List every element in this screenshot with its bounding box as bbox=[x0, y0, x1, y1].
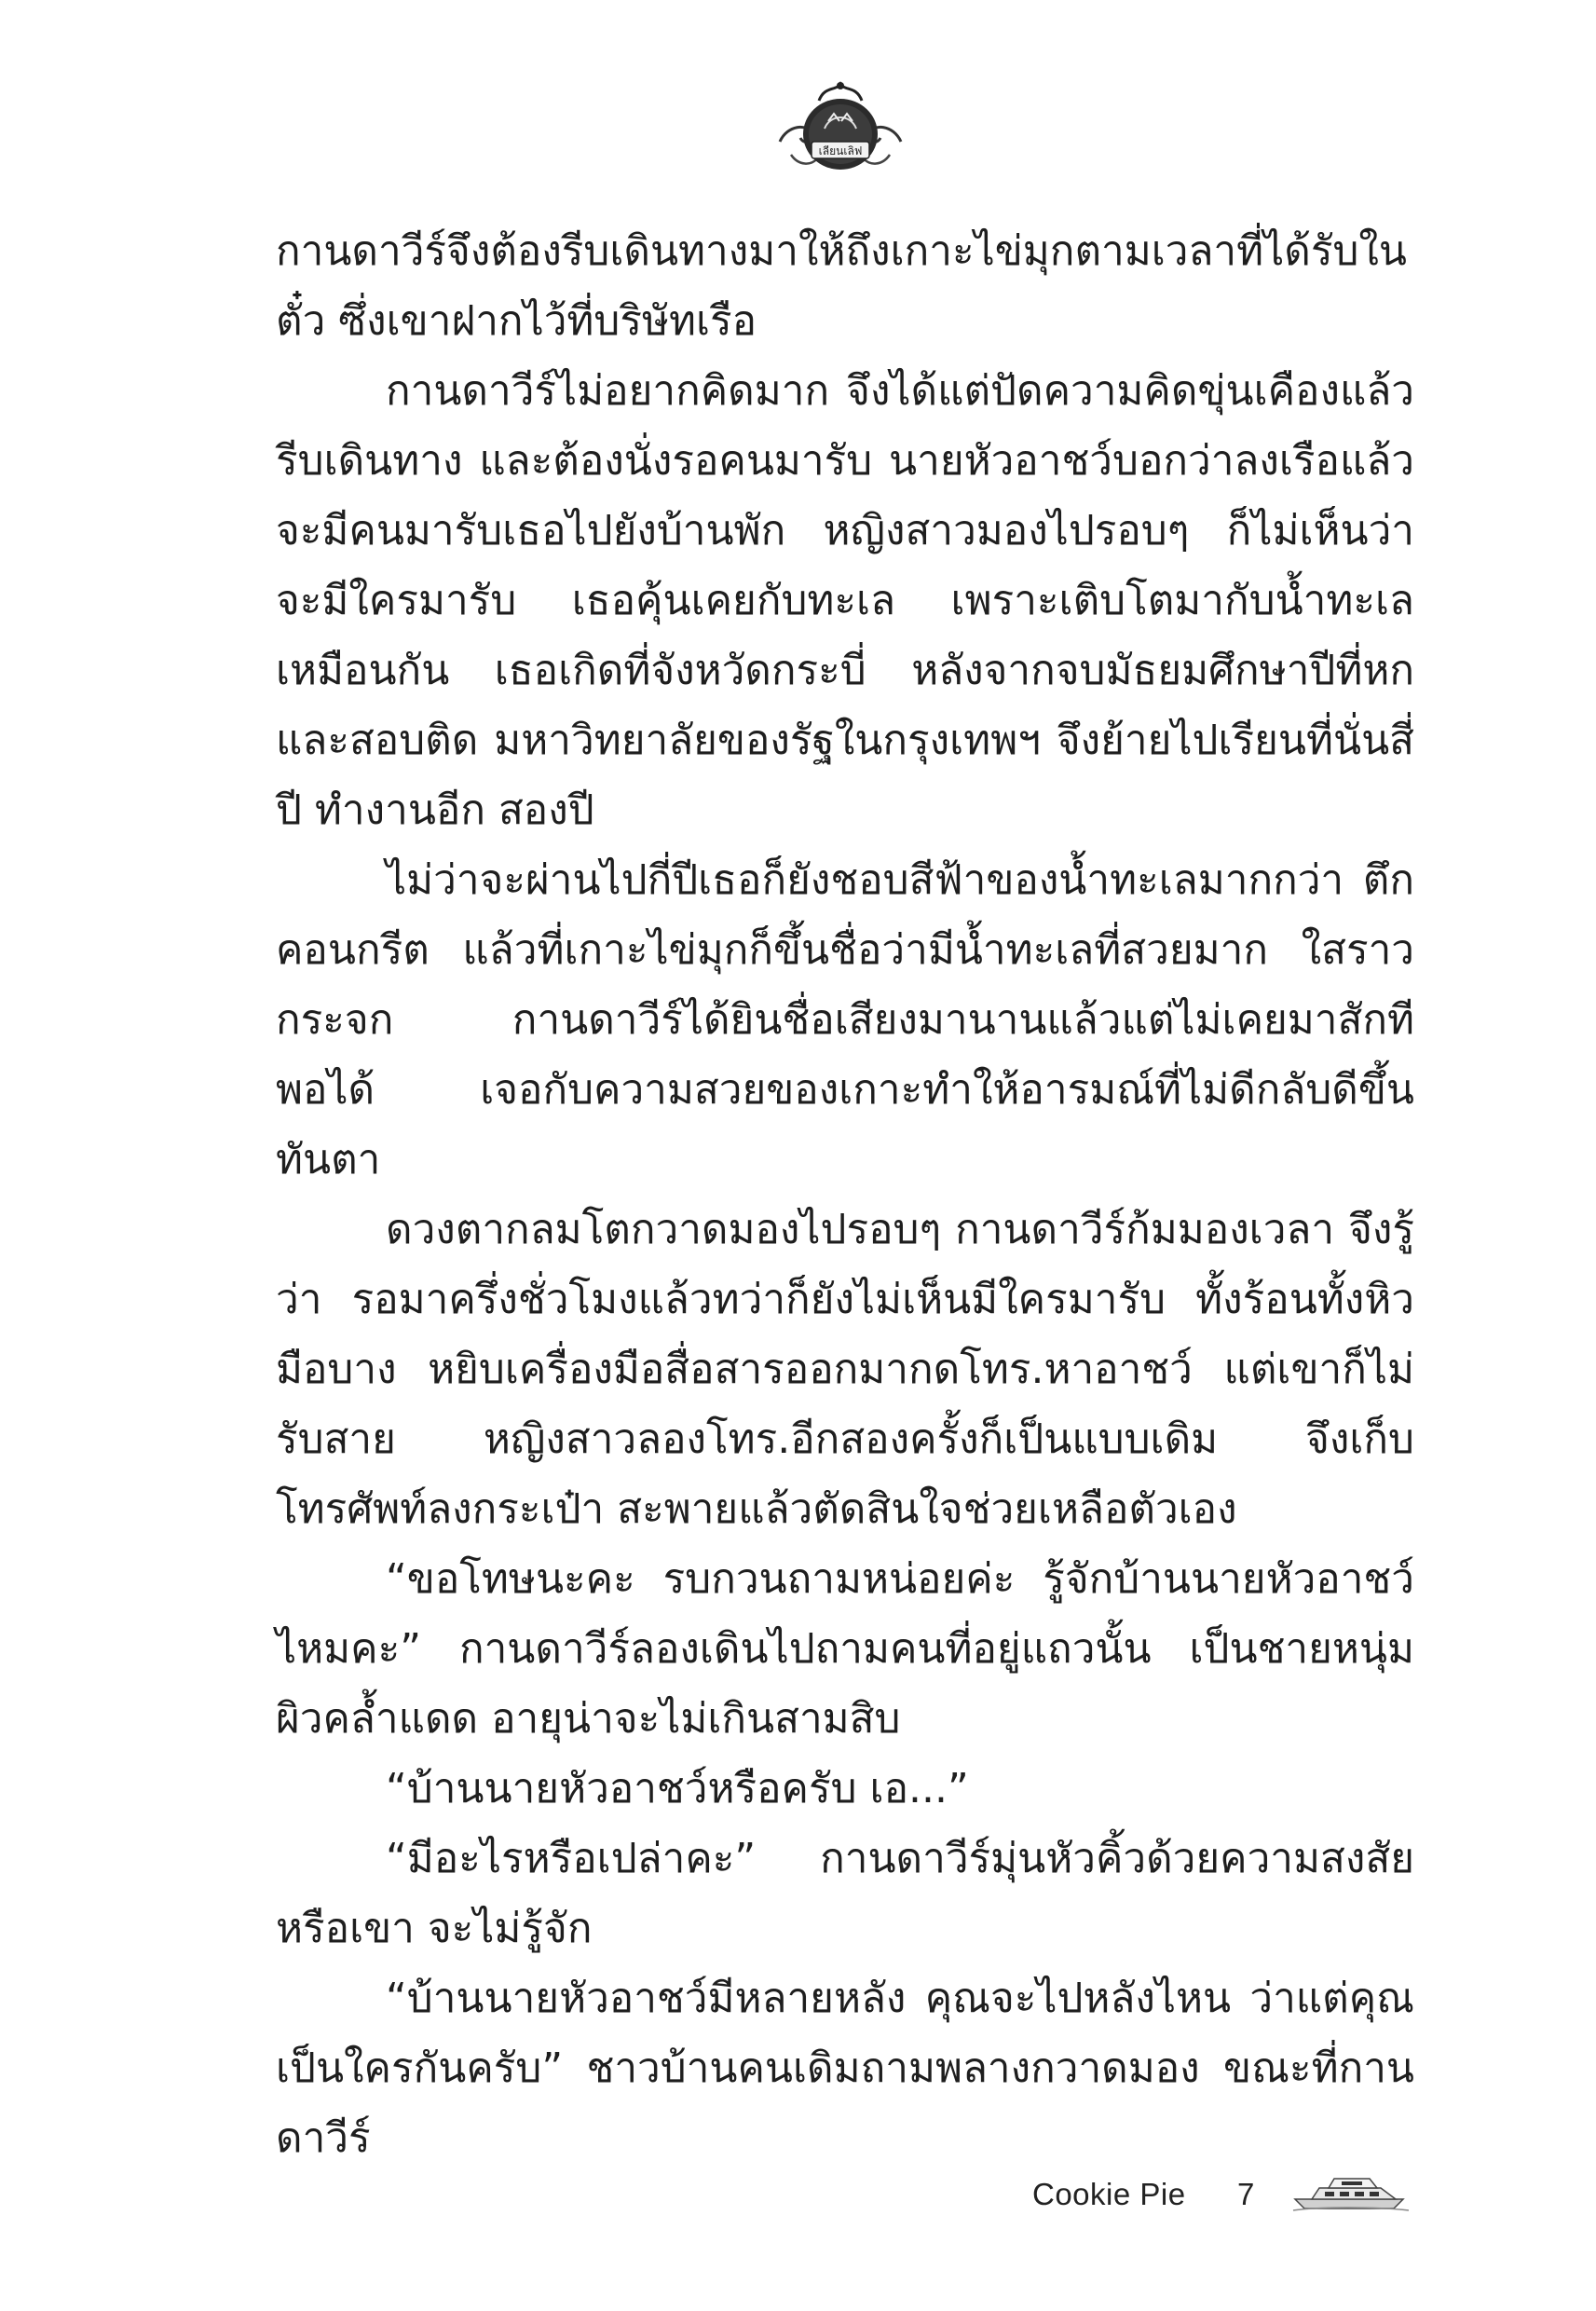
paragraph: “บ้านนายหัวอาชว์หรือครับ เอ...” bbox=[386, 1765, 969, 1812]
paragraph: “ขอโทษนะคะ รบกวนถามหน่อยค่ะ รู้จักบ้านนายหัวอาชว์ ไหมคะ” กานดาวีร์ลองเดินไปถามคนที่อยู่แถวนั้น เป็นชายหนุ่ม ผิวคล้ำแดด อายุน่าจะไม่เกินสามสิบ bbox=[276, 1555, 1414, 1743]
page-footer bbox=[1006, 2162, 1435, 2227]
paragraph: กานดาวีร์ไม่อยากคิดมาก จึงได้แต่ปัดความคิดขุ่นเคืองแล้ว รีบเดินทาง และต้องนั่งรอคนมารับ นายหัวอาชว์บอกว่าลงเรือแล้ว จะมีคนมารับเธอไปยังบ้านพัก หญิงสาวมองไปรอบๆ ก็ไม่เห็นว่า จะมีใครมารับ เธอคุ้นเคยกับทะเล เพราะเติบโตมากับน้ำทะเลเหมือนกัน เธอเกิดที่จังหวัดกระบี่ หลังจากจบมัธยมศึกษาปีที่หก และสอบติด มหาวิทยาลัยของรัฐในกรุงเทพฯ จึงย้ายไปเรียนที่นั่นสี่ปี ทำงานอีก สองปี bbox=[276, 367, 1414, 834]
paragraph: “มีอะไรหรือเปล่าคะ” กานดาวีร์มุ่นหัวคิ้วด้วยความสงสัย หรือเขา จะไม่รู้จัก bbox=[276, 1835, 1414, 1952]
page-number: 7 bbox=[1237, 2177, 1255, 2211]
chapter-body bbox=[276, 216, 1414, 2173]
logo-text: เลียนเลิฟ bbox=[818, 144, 863, 157]
book-title: Cookie Pie bbox=[1032, 2177, 1186, 2211]
paragraph: กานดาวีร์จึงต้องรีบเดินทางมาให้ถึงเกาะไข่มุกตามเวลาที่ได้รับในตั๋ว ซึ่งเขาฝากไว้ที่บริษัทเรือ bbox=[276, 227, 1407, 345]
emblem-seal-icon bbox=[771, 76, 910, 181]
yacht-icon bbox=[1291, 2171, 1411, 2212]
paragraph: “บ้านนายหัวอาชว์มีหลายหลัง คุณจะไปหลังไหน ว่าแต่คุณ เป็นใครกันครับ” ชาวบ้านคนเดิมถามพลางกวาดมอง ขณะที่กานดาวีร์ bbox=[276, 1975, 1414, 2162]
paragraph: ไม่ว่าจะผ่านไปกี่ปีเธอก็ยังชอบสีฟ้าของน้ำทะเลมากกว่า ตึกคอนกรีต แล้วที่เกาะไข่มุกก็ขึ้นชื่อว่ามีน้ำทะเลที่สวยมาก ใสราว กระจก กานดาวีร์ได้ยินชื่อเสียงมานานแล้วแต่ไม่เคยมาสักที พอได้ เจอกับความสวยของเกาะทำให้อารมณ์ที่ไม่ดีกลับดีขึ้นทันตา bbox=[276, 856, 1414, 1183]
paragraph: ดวงตากลมโตกวาดมองไปรอบๆ กานดาวีร์ก้มมองเวลา จึงรู้ว่า รอมาครึ่งชั่วโมงแล้วทว่าก็ยังไม่เห็นมีใครมารับ ทั้งร้อนทั้งหิว มือบาง หยิบเครื่องมือสื่อสารออกมากดโทร.หาอาชว์ แต่เขาก็ไม่รับสาย หญิงสาวลองโทร.อีกสองครั้งก็เป็นแบบเดิม จึงเก็บโทรศัพท์ลงกระเป๋า สะพายแล้วตัดสินใจช่วยเหลือตัวเอง bbox=[276, 1206, 1414, 1533]
